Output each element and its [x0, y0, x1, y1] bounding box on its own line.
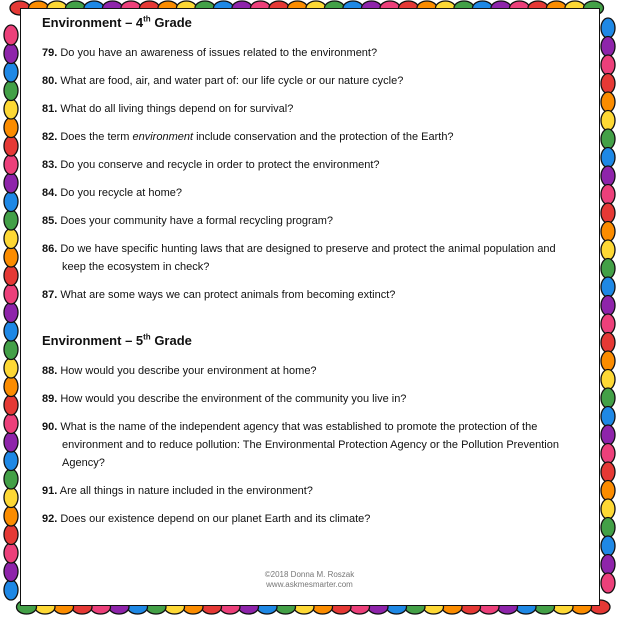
- question-list: [42, 44, 572, 304]
- question-number: 85.: [42, 215, 58, 227]
- question-80: [42, 72, 572, 90]
- question-text: What is the name of the independent agency that was established to promote the protection of the environment and to reduce pollution: The Environmental Protection Agency or the Pollution Prevention Agency?: [60, 421, 559, 469]
- section-title: [42, 332, 572, 350]
- copyright-text: ©2018 Donna M. Roszak: [264, 570, 355, 579]
- question-number: 83.: [42, 159, 58, 171]
- border-scallop: [4, 210, 18, 230]
- border-scallop: [601, 314, 615, 334]
- border-scallop: [601, 166, 615, 186]
- question-number: 81.: [42, 103, 58, 115]
- question-84: [42, 184, 572, 202]
- border-scallop: [601, 259, 615, 279]
- border-scallop: [4, 377, 18, 397]
- border-scallop: [4, 451, 18, 471]
- question-number: 91.: [42, 485, 58, 497]
- question-88: [42, 362, 572, 380]
- border-scallop: [4, 469, 18, 489]
- website-text: www.askmesmarter.com: [266, 580, 353, 589]
- border-scallop: [4, 414, 18, 434]
- border-scallop: [4, 229, 18, 249]
- border-scallop: [4, 155, 18, 175]
- border-scallop: [601, 425, 615, 445]
- section-4th-grade: [42, 14, 572, 304]
- border-scallop: [601, 518, 615, 538]
- border-scallop: [601, 296, 615, 316]
- question-text: Are all things in nature included in the environment?: [59, 485, 313, 497]
- question-81: [42, 100, 572, 118]
- question-content: [42, 14, 572, 538]
- border-scallop: [4, 543, 18, 563]
- border-scallop: [4, 192, 18, 212]
- border-scallop: [601, 481, 615, 501]
- question-number: 90.: [42, 421, 58, 433]
- question-number: 79.: [42, 47, 58, 59]
- question-number: 92.: [42, 513, 58, 525]
- question-number: 82.: [42, 131, 58, 143]
- border-scallop: [601, 444, 615, 464]
- border-scallop: [601, 111, 615, 131]
- question-91: [42, 482, 572, 500]
- border-scallop: [4, 99, 18, 119]
- border-scallop: [601, 203, 615, 223]
- question-text: Do you conserve and recycle in order to protect the environment?: [60, 159, 380, 171]
- border-scallop: [601, 351, 615, 371]
- border-scallop: [4, 395, 18, 415]
- border-scallop: [601, 536, 615, 556]
- section-title-superscript: th: [143, 332, 151, 342]
- border-scallop: [601, 462, 615, 482]
- question-90: [42, 418, 572, 472]
- question-number: 80.: [42, 75, 58, 87]
- border-scallop: [601, 74, 615, 94]
- border-scallop: [601, 370, 615, 390]
- border-scallop: [4, 284, 18, 304]
- question-list: [42, 362, 572, 528]
- question-text: Does your community have a formal recycling program?: [60, 215, 334, 227]
- border-scallop: [601, 185, 615, 205]
- border-scallop: [4, 340, 18, 360]
- border-scallop: [601, 92, 615, 112]
- section-title-text: Environment – 5: [42, 333, 144, 348]
- question-85: [42, 212, 572, 230]
- question-text: Do you recycle at home?: [60, 187, 183, 199]
- border-scallop: [601, 148, 615, 168]
- border-scallop: [4, 44, 18, 64]
- question-82: [42, 128, 572, 146]
- question-text: Does our existence depend on our planet Earth and its climate?: [60, 513, 371, 525]
- border-scallop: [4, 488, 18, 508]
- border-scallop: [4, 358, 18, 378]
- border-scallop: [4, 173, 18, 193]
- border-scallop: [4, 506, 18, 526]
- border-scallop: [4, 25, 18, 45]
- section-title-suffix: Grade: [150, 15, 192, 30]
- question-text: Do you have an awareness of issues related to the environment?: [60, 47, 378, 59]
- border-scallop: [4, 247, 18, 267]
- question-text: How would you describe the environment of the community you live in?: [60, 393, 407, 405]
- question-number: 86.: [42, 243, 58, 255]
- border-scallop: [4, 136, 18, 156]
- border-scallop: [601, 388, 615, 408]
- question-86: [42, 240, 572, 276]
- border-scallop: [4, 266, 18, 286]
- section-5th-grade: [42, 332, 572, 528]
- border-scallop: [4, 432, 18, 452]
- border-scallop: [601, 333, 615, 353]
- question-83: [42, 156, 572, 174]
- border-scallop: [4, 303, 18, 323]
- border-scallop: [4, 525, 18, 545]
- question-text: include conservation and the protection of the Earth?: [193, 131, 454, 143]
- section-title-superscript: th: [143, 14, 151, 24]
- question-text-emphasis: environment: [132, 131, 194, 143]
- border-scallop: [601, 55, 615, 75]
- question-text: Does the term: [60, 131, 133, 143]
- question-89: [42, 390, 572, 408]
- border-scallop: [601, 240, 615, 260]
- border-scallop: [4, 118, 18, 138]
- question-text: Do we have specific hunting laws that are designed to preserve and protect the animal population and keep the ecosystem in check?: [60, 243, 556, 273]
- question-79: [42, 44, 572, 62]
- section-title-suffix: Grade: [150, 333, 192, 348]
- border-scallop: [601, 37, 615, 57]
- question-number: 87.: [42, 289, 58, 301]
- border-scallop: [601, 407, 615, 427]
- question-number: 88.: [42, 365, 58, 377]
- border-scallop: [4, 62, 18, 82]
- border-scallop: [601, 499, 615, 519]
- border-scallop: [601, 18, 615, 38]
- question-92: [42, 510, 572, 528]
- question-number: 84.: [42, 187, 58, 199]
- border-scallop: [601, 222, 615, 242]
- section-title-text: Environment – 4: [42, 15, 144, 30]
- border-scallop: [4, 81, 18, 101]
- question-text: What are food, air, and water part of: our life cycle or our nature cycle?: [60, 75, 404, 87]
- section-title: [42, 14, 572, 32]
- question-87: [42, 286, 572, 304]
- question-number: 89.: [42, 393, 58, 405]
- question-text: How would you describe your environment at home?: [60, 365, 317, 377]
- border-scallop: [4, 321, 18, 341]
- border-scallop: [601, 277, 615, 297]
- footer: [0, 570, 619, 590]
- question-text: What are some ways we can protect animals from becoming extinct?: [60, 289, 396, 301]
- question-text: What do all living things depend on for survival?: [60, 103, 294, 115]
- border-scallop: [601, 129, 615, 149]
